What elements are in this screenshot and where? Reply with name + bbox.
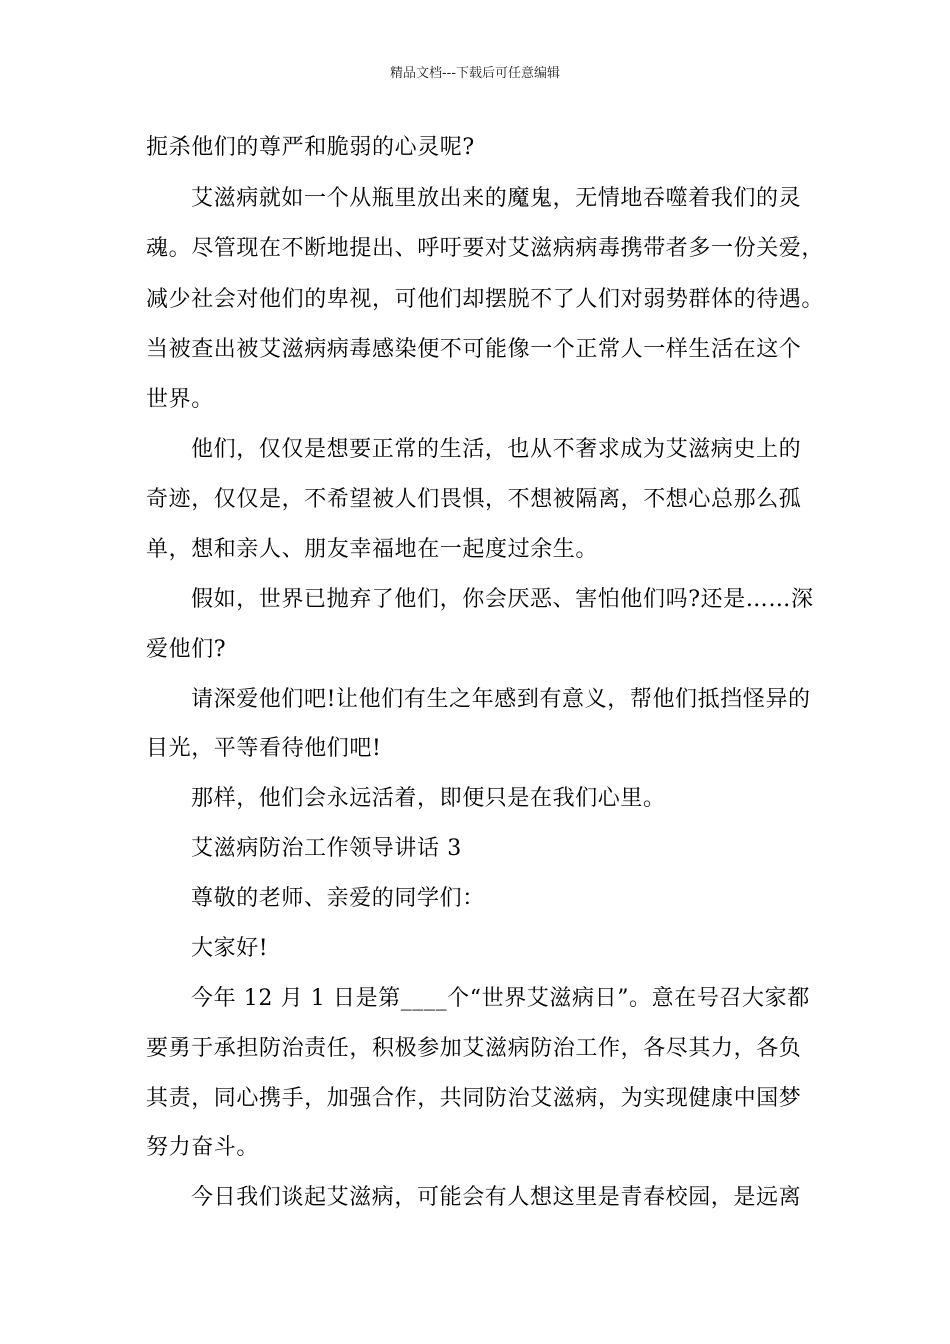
text-line: 大家好! [191,936,269,961]
text-line: 魂。尽管现在不断地提出、呼吁要对艾滋病病毒携带者多一份关爱， [146,236,825,261]
text-line: 其责，同心携手，加强合作，共同防治艾滋病，为实现健康中国梦 [146,1086,802,1111]
page-header: 精品文档---下载后可任意编辑 [389,66,561,81]
text-line: 今年 12 月 1 日是第____个“世界艾滋病日”。意在号召大家都 [191,986,810,1011]
text-line: 尊敬的老师、亲爱的同学们： [191,886,485,911]
text-line: 要勇于承担防治责任，积极参加艾滋病防治工作，各尽其力，各负 [146,1036,802,1061]
text-line: 那样，他们会永远活着，即便只是在我们心里。 [191,786,666,811]
text-line: 扼杀他们的尊严和脆弱的心灵呢? [146,135,475,160]
text-line: 当被查出被艾滋病病毒感染便不可能像一个正常人一样生活在这个 [146,337,802,362]
text-line: 爱他们? [146,637,227,662]
text-line: 目光，平等看待他们吧! [146,736,382,761]
text-line: 他们，仅仅是想要正常的生活，也从不奢求成为艾滋病史上的 [191,437,802,462]
text-line: 艾滋病就如一个从瓶里放出来的魔鬼，无情地吞噬着我们的灵 [191,186,802,211]
text-line: 减少社会对他们的卑视，可他们却摆脱不了人们对弱势群体的待遇。 [146,287,825,312]
text-line: 奇迹，仅仅是，不希望被人们畏惧，不想被隔离，不想心总那么孤 [146,487,802,512]
text-line: 努力奋斗。 [146,1135,260,1160]
text-line: 单，想和亲人、朋友幸福地在一起度过余生。 [146,537,599,562]
text-line: 今日我们谈起艾滋病，可能会有人想这里是青春校园，是远离 [191,1185,802,1210]
text-line: 请深爱他们吧!让他们有生之年感到有意义，帮他们抵挡怪异的 [191,687,811,712]
text-line: 世界。 [146,387,214,412]
text-line: 艾滋病防治工作领导讲话 3 [191,836,462,861]
text-line: 假如，世界已抛弃了他们，你会厌恶、害怕他们吗?还是……深 [191,587,814,612]
